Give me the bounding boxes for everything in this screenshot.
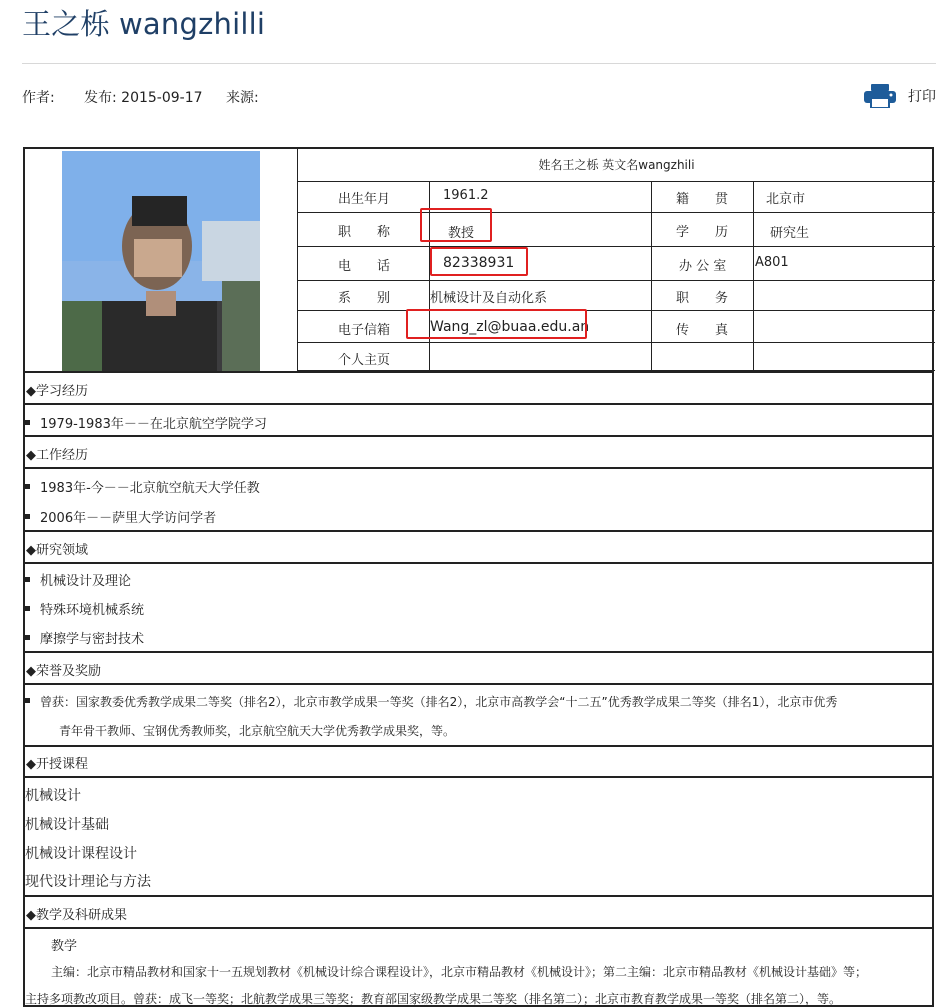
hometown-value: 北京市 — [766, 192, 806, 207]
highlight-title — [420, 208, 492, 242]
results-sub: 教学 — [51, 939, 78, 954]
row-separator — [25, 562, 932, 564]
highlight-phone — [430, 247, 528, 276]
title-label: 职 称 — [338, 225, 391, 240]
position-label: 职 务 — [676, 291, 729, 306]
results-line1: 主编：北京市精品教材和国家十一五规划教材《机械设计综合课程设计》，北京市精品教材《机械设计》；第二主编：北京市精品教材《机械设计基础》等； — [51, 965, 868, 979]
office-label: 办 公 室 — [679, 259, 727, 274]
work-heading: ◆工作经历 — [26, 448, 88, 463]
email-label: 电子信箱 — [338, 323, 391, 338]
courses-heading: ◆开授课程 — [26, 757, 88, 772]
course-item: 机械设计基础 — [25, 817, 109, 833]
profile-table — [23, 147, 934, 1007]
row-separator — [25, 467, 932, 469]
page-title: 王之栎 wangzhilli — [22, 7, 266, 41]
list-item: 摩擦学与密封技术 — [25, 628, 144, 647]
fax-label: 传 真 — [676, 323, 729, 338]
study-heading: ◆学习经历 — [26, 384, 88, 399]
birth-value: 1961.2 — [443, 188, 489, 203]
row-separator — [25, 683, 932, 685]
results-heading: ◆教学及科研成果 — [26, 908, 127, 923]
print-button[interactable] — [864, 84, 936, 108]
print-label: 打印 — [908, 89, 936, 105]
printer-icon — [864, 84, 896, 108]
list-item: 机械设计及理论 — [25, 570, 131, 589]
hometown-label: 籍 贯 — [676, 192, 729, 207]
birth-label: 出生年月 — [338, 192, 391, 207]
row-separator — [25, 745, 932, 747]
row-separator — [25, 776, 932, 778]
list-item: 1983年-今－－北京航空航天大学任教 — [25, 477, 260, 496]
course-item: 现代设计理论与方法 — [25, 874, 151, 890]
author-label: 作者: — [22, 90, 55, 106]
name-line: 姓名王之栎 英文名wangzhili — [298, 149, 935, 182]
honors-heading: ◆荣誉及奖励 — [26, 664, 101, 679]
phone-label: 电 话 — [338, 259, 391, 274]
publish-date: 发布: 2015-09-17 — [84, 90, 203, 106]
profile-photo — [27, 151, 297, 371]
email-value[interactable]: Wang_zl@buaa.edu.an — [430, 319, 590, 335]
office-value: A801 — [755, 255, 789, 270]
list-item: 特殊环境机械系统 — [25, 599, 144, 618]
row-separator — [25, 371, 932, 373]
dept-label: 系 别 — [338, 291, 391, 306]
highlight-email — [406, 309, 590, 339]
honors-line2: 青年骨干教师、宝钢优秀教师奖，北京航空航天大学优秀教学成果奖，等。 — [59, 724, 456, 738]
info-table — [297, 149, 935, 373]
row-separator — [25, 530, 932, 532]
row-separator — [25, 895, 932, 897]
education-value: 研究生 — [770, 226, 810, 241]
research-heading: ◆研究领域 — [26, 543, 88, 558]
row-separator — [25, 435, 932, 437]
info-grid — [298, 181, 935, 371]
course-item: 机械设计 — [25, 788, 81, 804]
education-label: 学 历 — [676, 225, 729, 240]
list-item: 1979-1983年－－在北京航空学院学习 — [25, 413, 267, 432]
homepage-label: 个人主页 — [338, 353, 391, 368]
row-separator — [25, 403, 932, 405]
results-line2: 主持多项教改项目。曾获：成飞一等奖；北航教学成果三等奖；教育部国家级教学成果二等奖（排名第二）；北京市教育教学成果一等奖（排名第二），等。 — [25, 992, 842, 1006]
course-item: 机械设计课程设计 — [25, 846, 137, 862]
title-value: 教授 — [448, 226, 475, 241]
divider — [22, 63, 936, 64]
honors-line1: 曾获：国家教委优秀教学成果二等奖（排名2），北京市教学成果一等奖（排名2），北京市高教学会“十二五”优秀教学成果二等奖（排名1），北京市优秀 — [25, 693, 837, 710]
source-label: 来源: — [226, 90, 259, 106]
row-separator — [25, 927, 932, 929]
row-separator — [25, 651, 932, 653]
dept-value: 机械设计及自动化系 — [430, 291, 548, 306]
list-item: 2006年－－萨里大学访问学者 — [25, 507, 216, 526]
phone-value: 82338931 — [443, 255, 515, 271]
